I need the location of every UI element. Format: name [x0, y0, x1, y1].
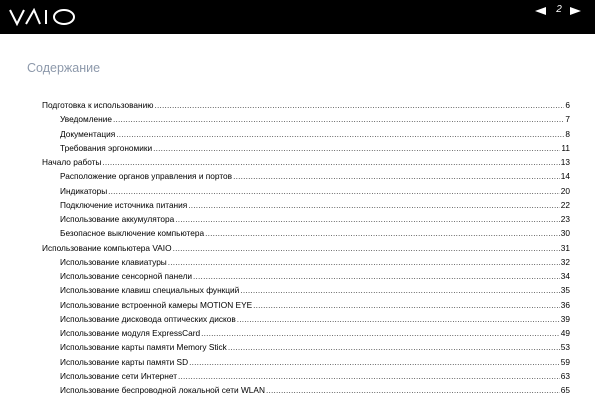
- dot-leader: [173, 241, 560, 255]
- dot-leader: [154, 98, 564, 112]
- toc-entry-label: Использование модуля ExpressCard: [60, 328, 201, 338]
- toc-entry[interactable]: [60, 184, 570, 198]
- dot-leader: [102, 155, 559, 169]
- toc-entry[interactable]: [60, 269, 570, 283]
- toc-entry-label: Использование клавиатуры: [60, 256, 167, 267]
- toc-entry-page: 11: [561, 142, 570, 153]
- toc-entry[interactable]: [60, 312, 570, 326]
- toc-entry-page: 63: [560, 370, 570, 381]
- next-page-arrow-icon[interactable]: [570, 7, 581, 15]
- toc-entry[interactable]: [42, 155, 570, 169]
- toc-entry-page: 49: [560, 328, 570, 338]
- toc-entry-page: 36: [560, 299, 570, 310]
- dot-leader: [153, 141, 560, 155]
- toc-entry[interactable]: [60, 127, 570, 141]
- toc-entry[interactable]: [60, 212, 570, 226]
- toc-entry[interactable]: [60, 298, 570, 312]
- toc-entry-label: Документация: [60, 128, 116, 139]
- toc-entry[interactable]: [60, 255, 570, 269]
- toc-entry[interactable]: [42, 241, 570, 255]
- toc-entry-label: Требования эргономики: [60, 142, 153, 153]
- dot-leader: [237, 312, 560, 326]
- table-of-contents: [42, 98, 570, 397]
- toc-entry-label: Использование карты памяти SD: [60, 356, 189, 367]
- toc-entry-label: Использование клавиш специальных функций: [60, 285, 240, 296]
- toc-entry-page: 7: [565, 114, 570, 125]
- toc-entry-label: Безопасное выключение компьютера: [60, 228, 205, 239]
- previous-page-arrow-icon[interactable]: [535, 7, 546, 15]
- toc-entry-page: 34: [560, 271, 570, 281]
- toc-entry-label: Использование сети Интернет: [60, 370, 178, 381]
- toc-entry-page: 65: [560, 385, 570, 395]
- toc-entry[interactable]: [60, 112, 570, 126]
- vaio-logo: [9, 8, 77, 26]
- toc-entry-page: 31: [560, 242, 570, 253]
- toc-entry-label: Использование карты памяти Memory Stick: [60, 342, 227, 353]
- dot-leader: [188, 198, 560, 212]
- toc-entry-label: Расположение органов управления и портов: [60, 171, 233, 182]
- dot-leader: [266, 383, 560, 397]
- toc-entry-label: Подготовка к использованию: [42, 100, 154, 110]
- toc-entry[interactable]: [60, 169, 570, 183]
- toc-entry[interactable]: [60, 226, 570, 240]
- toc-entry-page: 23: [560, 214, 570, 224]
- header-bar: [0, 0, 595, 34]
- dot-leader: [113, 112, 564, 126]
- toc-entry-label: Использование сенсорной панели: [60, 271, 193, 281]
- toc-entry-label: Использование компьютера VAIO: [42, 242, 172, 253]
- toc-entry-page: 35: [560, 285, 570, 296]
- page-number: 2: [556, 4, 562, 15]
- toc-entry[interactable]: [60, 355, 570, 369]
- toc-entry-page: 32: [560, 256, 570, 267]
- toc-entry[interactable]: [60, 383, 570, 397]
- dot-leader: [175, 212, 560, 226]
- toc-entry-page: 59: [560, 356, 570, 367]
- toc-entry-page: 39: [560, 313, 570, 324]
- toc-entry[interactable]: [60, 198, 570, 212]
- dot-leader: [108, 184, 560, 198]
- toc-entry-label: Использование беспроводной локальной сети WLAN: [60, 385, 265, 395]
- dot-leader: [205, 226, 560, 240]
- toc-entry-page: 20: [560, 185, 570, 196]
- dot-leader: [193, 269, 560, 283]
- toc-entry-page: 13: [560, 157, 570, 167]
- toc-entry-label: Начало работы: [42, 157, 102, 167]
- toc-entry-page: 53: [560, 342, 570, 353]
- toc-entry[interactable]: [60, 369, 570, 383]
- dot-leader: [253, 298, 560, 312]
- dot-leader: [189, 355, 560, 369]
- toc-entry-label: Подключение источника питания: [60, 199, 188, 210]
- toc-entry-page: 14: [560, 171, 570, 182]
- toc-entry-label: Использование аккумулятора: [60, 214, 175, 224]
- toc-entry-label: Использование встроенной камеры MOTION EYE: [60, 299, 253, 310]
- toc-entry-label: Использование дисковода оптических дисков: [60, 313, 236, 324]
- toc-entry-page: 22: [560, 199, 570, 210]
- dot-leader: [240, 283, 559, 297]
- toc-entry-page: 8: [565, 128, 570, 139]
- toc-title: Содержание: [27, 61, 101, 75]
- toc-entry[interactable]: [60, 141, 570, 155]
- dot-leader: [233, 169, 560, 183]
- dot-leader: [178, 369, 560, 383]
- dot-leader: [228, 340, 560, 354]
- dot-leader: [201, 326, 560, 340]
- toc-entry[interactable]: [60, 340, 570, 354]
- toc-entry-page: 30: [560, 228, 570, 239]
- toc-entry-label: Уведомление: [60, 114, 112, 125]
- toc-entry-page: 6: [565, 100, 570, 110]
- toc-entry[interactable]: [42, 98, 570, 112]
- dot-leader: [168, 255, 560, 269]
- toc-entry[interactable]: [60, 326, 570, 340]
- toc-entry-label: Индикаторы: [60, 185, 108, 196]
- toc-entry[interactable]: [60, 283, 570, 297]
- dot-leader: [116, 127, 564, 141]
